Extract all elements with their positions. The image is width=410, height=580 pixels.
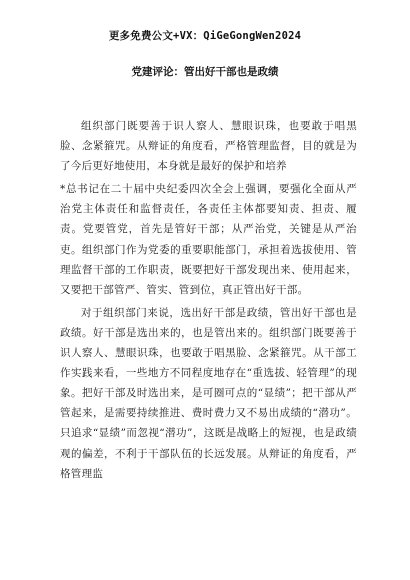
page-header: 更多免费公文+VX：QiGeGongWen2024 [108, 30, 302, 42]
paragraph-2: *总书记在二十届中央纪委四次全会上强调，要强化全面从严治党主体责任和监督责任，各责任主体都要知责、担责、履责。党要管党，首先是管好干部；从严治党，关键是从严治吏。组织部门作为党委的重要职能部门，承担着选拔使用、管理监督干部的工作职责，既要把好干部发现出来、使用起来，又要把干部管严、管实、管到位，真正管出好干部。 [60, 183, 357, 296]
article-title: 党建评论：管出好干部也是政绩 [131, 66, 279, 78]
paragraph-1: 组织部门既要善于识人察人、慧眼识珠，也要敢于唱黑脸、念紧箍咒。从辩证的角度看，严格管理监督，目的就是为了今后更好地使用，本身就是最好的保护和培养 [60, 120, 357, 173]
article-body [60, 116, 357, 487]
paragraph-3: 对于组织部门来说，选出好干部是政绩，管出好干部也是政绩。好干部是选出来的，也是管出来的。组织部门既要善于识人察人、慧眼识珠，也要敢于唱黑脸、念紧箍咒。从干部工作实践来看，一些地方不同程度地存在“重选拔、轻管理”的现象。把好干部及时选出来，是可圈可点的“显绩”；把干部从严管起来，是需要持续推进、费时费力又不易出成绩的“潜功”。只追求“显绩”而忽视“潜功”，这既是战略上的短视，也是政绩观的偏差，不利于干部队伍的长远发展。从辩证的角度看，严格管理监 [60, 306, 357, 480]
